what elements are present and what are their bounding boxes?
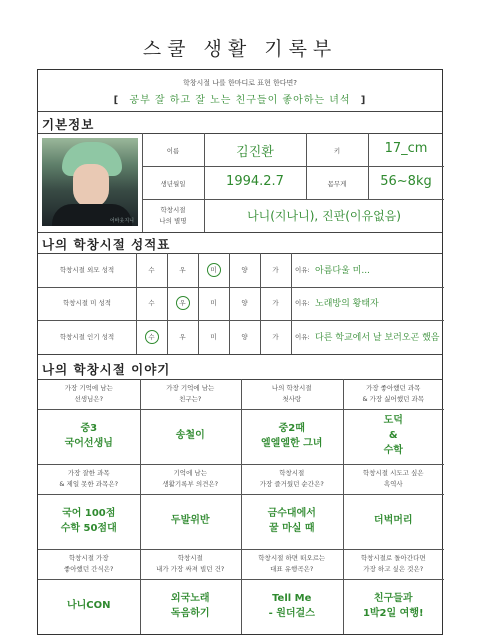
grades-section-title: 나의 학창시절 성적표 xyxy=(42,237,171,252)
grade-letter: 우 xyxy=(179,333,186,341)
grade-letter: 가 xyxy=(272,333,279,341)
divider xyxy=(38,379,442,380)
height-value: 17_cm xyxy=(384,141,428,156)
birth-value: 1994.2.7 xyxy=(226,174,284,189)
intro-answer-row xyxy=(38,91,442,106)
story-answer: 꿀 마실 때 xyxy=(268,522,315,534)
story-answer: 중2때 xyxy=(278,422,305,434)
story-answer: 송철이 xyxy=(175,430,205,441)
record-sheet xyxy=(37,69,443,635)
story-answer: 두발위반 xyxy=(170,515,210,526)
story-question-line2: 내가 가장 싸져 빌던 건? xyxy=(156,565,225,573)
story-question-line2: 대표 유행곡은? xyxy=(270,565,314,573)
story-question-line2: 좋아했던 간식은? xyxy=(64,565,114,573)
photo-face xyxy=(73,164,109,208)
story-question-line2: & 제일 못한 과목은? xyxy=(59,480,119,488)
story-answer: 친구들과 xyxy=(373,592,413,604)
nick-label-1: 학창시절 xyxy=(160,206,186,214)
story-answer: 엘엘엘한 그녀 xyxy=(261,437,323,449)
reason-label: 이유: xyxy=(295,299,310,308)
story-answer: 외국노래 xyxy=(170,592,210,604)
story-question-line1: 가장 기억에 남는 xyxy=(64,384,113,392)
story-question-line1: 학창시절 xyxy=(177,554,203,562)
divider xyxy=(291,320,292,354)
grade-letter: 미 xyxy=(210,265,217,274)
story-question-line1: 기억에 남는 xyxy=(173,469,207,477)
story-answer: 더벅머리 xyxy=(373,515,413,526)
divider xyxy=(38,133,442,134)
story-question-line1: 가장 좋아했던 과목 xyxy=(366,384,421,392)
story-answer: 금수대에서 xyxy=(267,507,316,519)
story-question-line1: 학창시절 하면 떠오르는 xyxy=(258,554,326,562)
story-answer: 1박2일 여행! xyxy=(362,607,424,619)
profile-photo xyxy=(42,138,138,226)
story-question-line1: 가장 잘한 과목 xyxy=(67,469,110,477)
reason-label: 이유: xyxy=(295,265,310,274)
story-answer: 독음하기 xyxy=(170,607,210,619)
weight-label: 몸무게 xyxy=(327,180,347,188)
grade-reason: 다른 학교에서 날 보러오곤 했음 xyxy=(315,333,440,343)
divider xyxy=(38,287,444,288)
bracket-left: [ xyxy=(113,95,120,106)
story-question-line1: 학창시절 xyxy=(279,469,305,477)
grade-row-label: 학창시절 미 성적 xyxy=(62,299,112,308)
story-section-title: 나의 학창시절 이야기 xyxy=(42,362,171,377)
reason-label: 이유: xyxy=(295,333,310,341)
story-answer: 국어선생님 xyxy=(64,437,113,449)
story-answer: 수학 xyxy=(383,445,403,456)
grade-reason: 노래방의 황태자 xyxy=(315,299,379,310)
story-answer: 도덕 xyxy=(383,415,403,426)
grade-letter: 미 xyxy=(210,333,217,341)
story-answer: Tell Me xyxy=(272,592,312,604)
intro-answer: 공부 잘 하고 잘 노는 친구들이 좋아하는 녀석 xyxy=(129,95,351,106)
divider xyxy=(38,253,442,254)
grade-letter: 양 xyxy=(241,265,248,274)
grade-letter: 수 xyxy=(148,299,155,308)
story-question-line1: 학창시절 가장 xyxy=(68,554,109,562)
grade-row-label: 학창시절 인기 성적 xyxy=(59,333,115,341)
story-question-line2: 첫사랑 xyxy=(282,395,302,403)
photo-watermark: 어바웃지니 xyxy=(109,218,134,224)
divider xyxy=(291,287,292,321)
grade-letter: 우 xyxy=(179,299,186,308)
story-question-line2: 가장 하고 싶은 것은? xyxy=(363,565,424,573)
birth-label: 생년월일 xyxy=(160,180,186,188)
story-question-line2: & 가장 싫어했던 과목 xyxy=(362,395,424,403)
story-question-line2: 친구는? xyxy=(179,395,202,403)
divider xyxy=(38,111,442,112)
story-question-line1: 학창시절 시도고 싶은 xyxy=(362,469,424,477)
story-question-line1: 학창시절로 돌아간다면 xyxy=(360,554,426,562)
grade-letter: 가 xyxy=(272,299,279,308)
nick-label-2: 나의 별명 xyxy=(159,217,187,225)
grade-letter: 미 xyxy=(210,299,217,308)
grade-letter: 수 xyxy=(148,333,155,341)
nickname-value: 나니(지나니), 진판(이유없음) xyxy=(247,209,401,223)
story-question-line2: 선생님은? xyxy=(74,395,104,403)
grade-letter: 가 xyxy=(272,265,279,274)
grade-letter: 수 xyxy=(148,265,155,274)
story-question-line1: 나의 학창시절 xyxy=(271,384,312,392)
story-answer: 국어 100점 xyxy=(62,507,116,519)
story-answer: - 원더걸스 xyxy=(268,607,315,619)
grade-row-label: 학창시절 외모 성적 xyxy=(59,265,115,274)
grade-letter: 양 xyxy=(241,333,248,341)
story-question-line2: 흑역사 xyxy=(383,480,403,488)
grade-letter: 양 xyxy=(241,299,248,308)
divider xyxy=(38,232,442,233)
divider xyxy=(142,199,444,200)
story-answer: 나니CON xyxy=(66,600,111,611)
basic-section-title: 기본정보 xyxy=(42,117,95,132)
grade-reason: 아름다울 미... xyxy=(315,265,370,276)
weight-value: 56~8kg xyxy=(380,174,432,189)
story-answer: 수학 50점대 xyxy=(60,522,117,534)
divider xyxy=(291,253,292,287)
story-question-line2: 가장 즐거웠던 순간은? xyxy=(259,480,324,488)
story-answer: 중3 xyxy=(80,422,98,434)
intro-question: 학창시절 나를 한마디로 표현 한다면? xyxy=(182,79,298,87)
document-title: 스쿨 생활 기록부 xyxy=(142,38,338,60)
story-question-line1: 가장 기억에 남는 xyxy=(166,384,215,392)
divider xyxy=(142,166,444,167)
name-value: 김진환 xyxy=(236,145,274,160)
bracket-right: ] xyxy=(360,95,367,106)
height-label: 키 xyxy=(333,147,341,155)
grade-letter: 우 xyxy=(179,265,186,274)
story-answer: & xyxy=(388,430,398,441)
story-question-line2: 생활기록부 의견은? xyxy=(162,480,219,488)
divider xyxy=(38,354,442,355)
divider xyxy=(38,320,444,321)
name-label: 이름 xyxy=(166,147,180,155)
